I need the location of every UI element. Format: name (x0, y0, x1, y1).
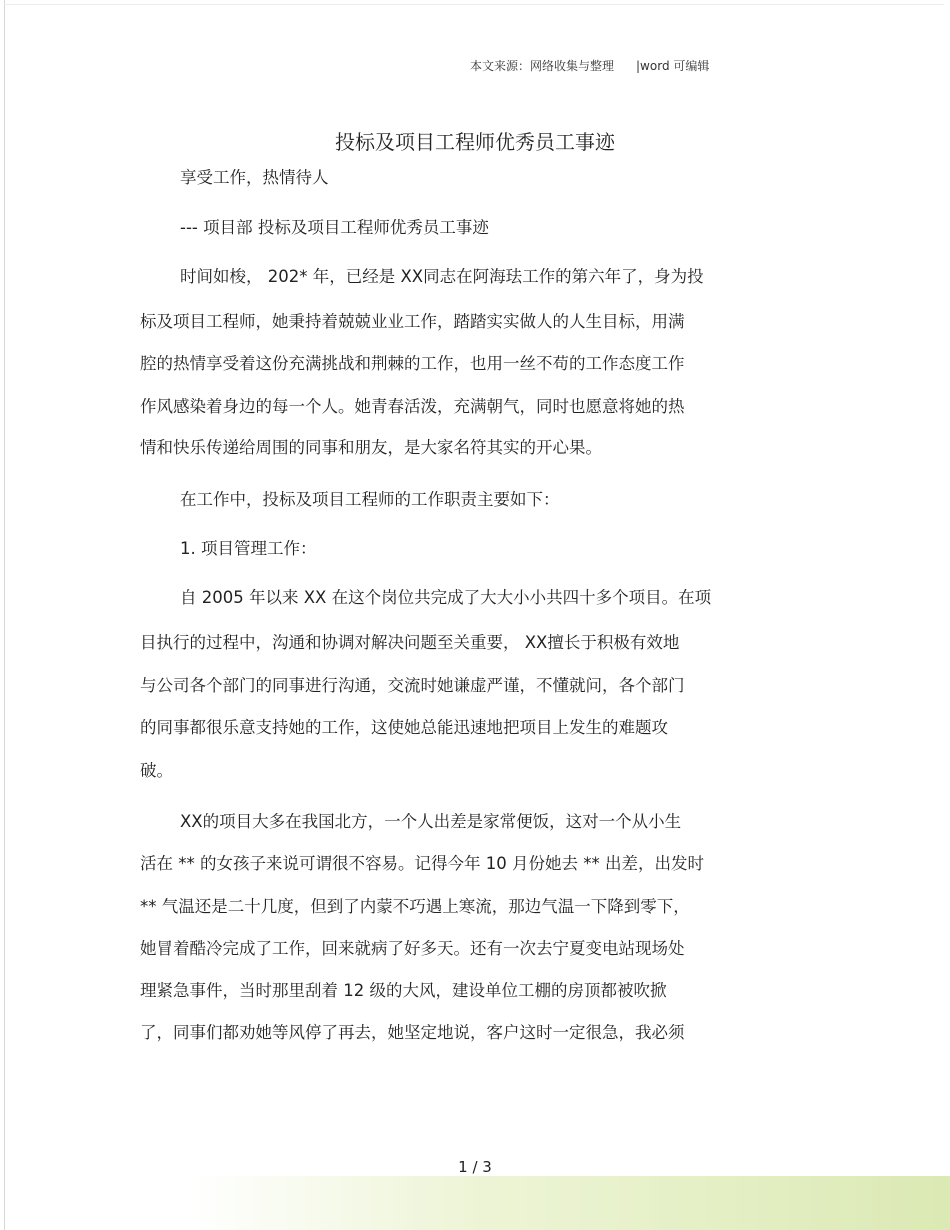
body-line: 理紧急事件，当时那里刮着 12 级的大风，建设单位工棚的房顶都被吹掀 (140, 981, 667, 1000)
page-border-top (4, 4, 944, 5)
section-heading: 1. 项目管理工作： (180, 539, 317, 558)
header-source: 本文来源：网络收集与整理 (470, 59, 615, 73)
body-line: ** 气温还是二十几度，但到了内蒙不巧遇上寒流，那边气温一下降到零下， (140, 897, 690, 916)
body-line: 她冒着酷冷完成了工作，回来就病了好多天。还有一次去宁夏变电站现场处 (140, 939, 685, 958)
footer-decoration (190, 1176, 950, 1230)
body-line: 活在 ** 的女孩子来说可谓很不容易。记得今年 10 月份她去 ** 出差，出发时 (140, 854, 704, 873)
body-line: 标及项目工程师，她秉持着兢兢业业工作，踏踏实实做人的人生目标，用满 (140, 312, 685, 331)
document-title: 投标及项目工程师优秀员工事迹 (335, 130, 615, 154)
header-edit-note: |word 可编辑 (636, 59, 710, 73)
body-line: 的同事都很乐意支持她的工作，这使她总能迅速地把项目上发生的难题攻 (140, 718, 668, 737)
subtitle-line: 享受工作，热情待人 (180, 168, 329, 187)
header-note (470, 57, 709, 74)
department-line: --- 项目部 投标及项目工程师优秀员工事迹 (180, 218, 489, 237)
body-line: 了，同事们都劝她等风停了再去，她坚定地说，客户这时一定很急，我必须 (140, 1023, 685, 1042)
body-line: 与公司各个部门的同事进行沟通，交流时她谦虚严谨，不懂就问，各个部门 (140, 676, 685, 695)
body-line: 情和快乐传递给周围的同事和朋友，是大家名符其实的开心果。 (140, 438, 602, 457)
page-number: 1 / 3 (458, 1158, 492, 1176)
body-line: 在工作中，投标及项目工程师的工作职责主要如下： (180, 490, 560, 509)
body-line: 目执行的过程中，沟通和协调对解决问题至关重要， XX擅长于积极有效地 (140, 633, 680, 652)
body-line: 自 2005 年以来 XX 在这个岗位共完成了大大小小共四十多个项目。在项 (180, 588, 712, 607)
body-line: 作风感染着身边的每一个人。她青春活泼，充满朝气，同时也愿意将她的热 (140, 397, 685, 416)
page-border (4, 0, 5, 1230)
body-line: XX的项目大多在我国北方，一个人出差是家常便饭，这对一个从小生 (180, 812, 682, 831)
body-line: 破。 (140, 761, 173, 780)
body-line: 腔的热情享受着这份充满挑战和荆棘的工作，也用一丝不苟的工作态度工作 (140, 354, 685, 373)
body-line: 时间如梭， 202* 年，已经是 XX同志在阿海珐工作的第六年了，身为投 (180, 267, 704, 286)
